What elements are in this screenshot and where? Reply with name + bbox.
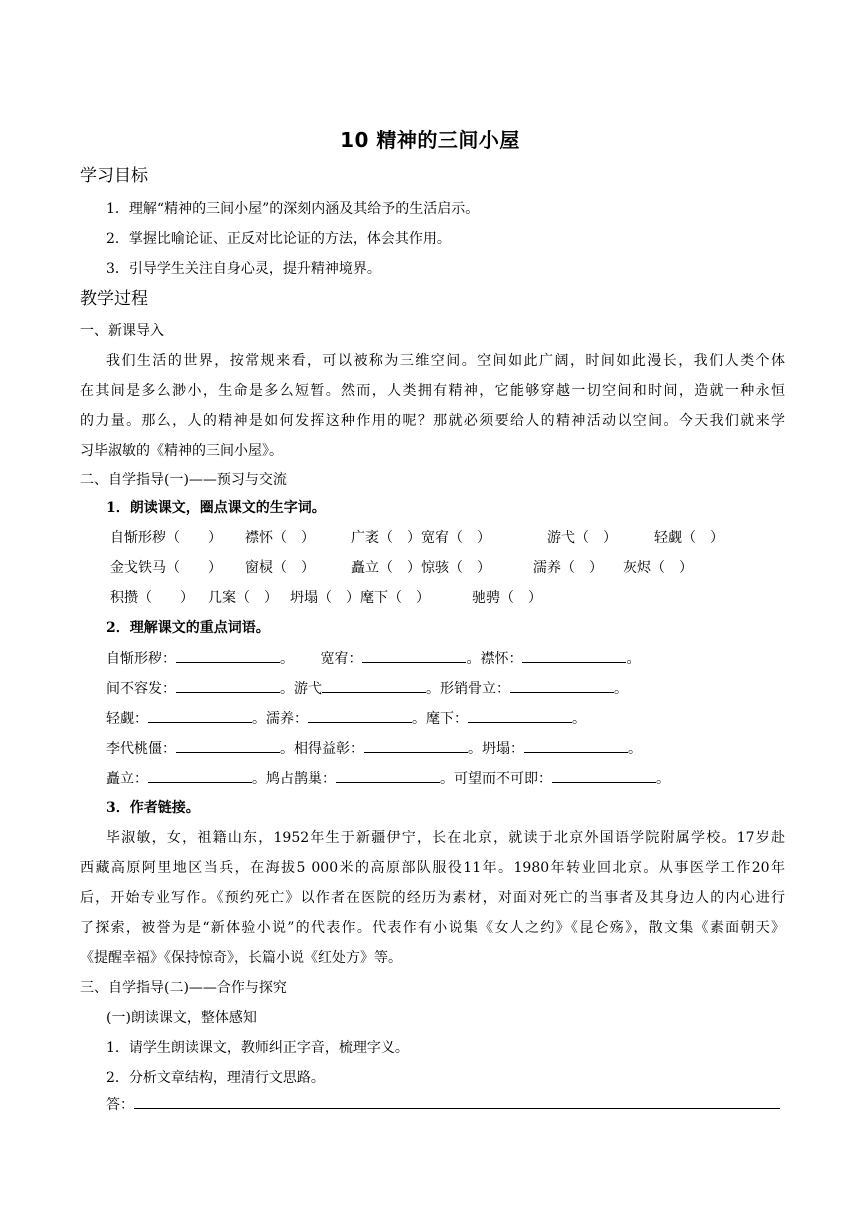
period: 。	[280, 681, 294, 697]
term-row	[106, 648, 640, 669]
char-item: 灰烬（ ）	[623, 560, 693, 576]
answer-blank[interactable]	[308, 708, 412, 723]
term-label: 矗立：	[106, 771, 148, 787]
period: 。	[440, 771, 454, 787]
term-label: 坍塌：	[482, 741, 524, 757]
section-heading: 一、新课导入	[80, 323, 164, 339]
period: 。	[656, 771, 670, 787]
question-1: 1．朗读课文，圈点课文的生字词。	[106, 500, 326, 516]
period: 。	[280, 651, 294, 667]
goals-heading: 学习目标	[80, 166, 148, 186]
answer-blank[interactable]	[510, 678, 614, 693]
answer-blank[interactable]	[552, 768, 656, 783]
char-item: 襟怀（ ）	[245, 530, 315, 546]
goal-item: 2．掌握比喻论证、正反对比论证的方法，体会其作用。	[106, 231, 451, 247]
intro-line: 习毕淑敏的《精神的三间小屋》。	[80, 443, 283, 459]
page-title: 10 精神的三间小屋	[340, 128, 520, 152]
char-item: 几案（ ）	[208, 590, 278, 606]
author-line: 西藏高原阿里地区当兵，在海拔5 000米的高原部队服役11年。1980年转业回北京。从事医学工作20年	[80, 860, 785, 876]
char-item: 驰骋（ ）	[472, 590, 542, 606]
term-label: 形销骨立：	[440, 681, 510, 697]
answer-blank[interactable]	[176, 738, 280, 753]
period: 。	[626, 651, 641, 667]
char-item: 矗立（ ）惊骇（ ）	[351, 560, 491, 576]
char-item: 积攒（ ）	[110, 590, 194, 606]
period: 。	[252, 711, 266, 727]
term-label: 游弋	[294, 681, 322, 697]
intro-line: 我们生活的世界，按常规来看，可以被称为三维空间。空间如此广阔，时间如此漫长，我们人类个体	[106, 353, 785, 369]
task-item: 1．请学生朗读课文，教师纠正字音，梳理字义。	[106, 1040, 409, 1056]
period: 。	[426, 681, 440, 697]
intro-line: 在其间是多么渺小，生命是多么短暂。然而，人类拥有精神，它能够穿越一切空间和时间，造就一种永恒	[80, 383, 785, 399]
char-item: 坍塌（ ）麾下（ ）	[290, 590, 430, 606]
period: 。	[466, 651, 481, 667]
author-line: 后，开始专业写作。《预约死亡》以作者在医院的经历为素材，对面对死亡的当事者及其身边人的内心进行	[80, 890, 785, 906]
task-item: 2．分析文章结构，理清行文思路。	[106, 1070, 325, 1086]
term-label: 自惭形秽：	[106, 651, 176, 667]
answer-blank[interactable]	[176, 678, 280, 693]
term-label: 麾下：	[426, 711, 468, 727]
period: 。	[280, 741, 294, 757]
term-label: 宽宥：	[320, 651, 363, 667]
process-heading: 教学过程	[80, 289, 148, 309]
char-item: 濡养（ ）	[533, 560, 603, 576]
author-line: 了探索，被誉为是“新体验小说”的代表作。代表作有小说集《女人之约》《昆仑殇》，散文集《素面朝天》	[80, 920, 785, 936]
term-label: 襟怀：	[480, 651, 523, 667]
author-line: 《提醒幸福》《保持惊奇》，长篇小说《红处方》等。	[80, 950, 402, 966]
char-item: 自惭形秽（ ）	[110, 530, 222, 546]
answer-blank[interactable]	[322, 678, 426, 693]
char-item: 广袤（ ）宽宥（ ）	[351, 530, 491, 546]
char-item: 轻觑（ ）	[654, 530, 724, 546]
goal-item: 1．理解“精神的三间小屋”的深刻内涵及其给予的生活启示。	[106, 201, 480, 217]
answer-blank[interactable]	[148, 708, 252, 723]
period: 。	[252, 771, 266, 787]
term-row	[106, 708, 586, 729]
answer-row	[106, 1094, 780, 1115]
section-heading: 三、自学指导(二)——合作与探究	[80, 980, 287, 996]
term-label: 间不容发：	[106, 681, 176, 697]
answer-blank[interactable]	[176, 648, 280, 663]
answer-blank[interactable]	[148, 768, 252, 783]
answer-line[interactable]	[134, 1094, 780, 1109]
author-line: 毕淑敏，女，祖籍山东，1952年生于新疆伊宁，长在北京，就读于北京外国语学院附属学校。17岁赴	[106, 830, 785, 846]
term-row	[106, 738, 642, 759]
term-label: 濡养：	[266, 711, 308, 727]
term-row	[106, 768, 670, 789]
term-label: 相得益彰：	[294, 741, 364, 757]
answer-blank[interactable]	[336, 768, 440, 783]
answer-blank[interactable]	[522, 648, 626, 663]
term-label: 鸠占鹊巢：	[266, 771, 336, 787]
term-row	[106, 678, 628, 699]
period: 。	[572, 711, 586, 727]
period: 。	[628, 741, 642, 757]
question-3: 3．作者链接。	[106, 800, 200, 816]
question-2: 2．理解课文的重点词语。	[106, 620, 270, 636]
answer-blank[interactable]	[468, 708, 572, 723]
term-label: 李代桃僵：	[106, 741, 176, 757]
intro-line: 的力量。那么，人的精神是如何发挥这种作用的呢？那就必须要给人的精神活动以空间。今天我们就来学	[80, 413, 785, 429]
char-item: 窗棂（ ）	[245, 560, 315, 576]
char-item: 金戈铁马（ ）	[110, 560, 222, 576]
period: 。	[412, 711, 426, 727]
answer-label: 答：	[106, 1097, 134, 1113]
period: 。	[468, 741, 482, 757]
goal-item: 3．引导学生关注自身心灵，提升精神境界。	[106, 261, 381, 277]
answer-blank[interactable]	[362, 648, 466, 663]
char-item: 游弋（ ）	[547, 530, 617, 546]
term-label: 轻觑：	[106, 711, 148, 727]
section-heading: 二、自学指导(一)——预习与交流	[80, 472, 287, 488]
answer-blank[interactable]	[364, 738, 468, 753]
period: 。	[614, 681, 628, 697]
answer-blank[interactable]	[524, 738, 628, 753]
subsection-heading: (一)朗读课文，整体感知	[106, 1010, 257, 1026]
term-label: 可望而不可即：	[454, 771, 552, 787]
